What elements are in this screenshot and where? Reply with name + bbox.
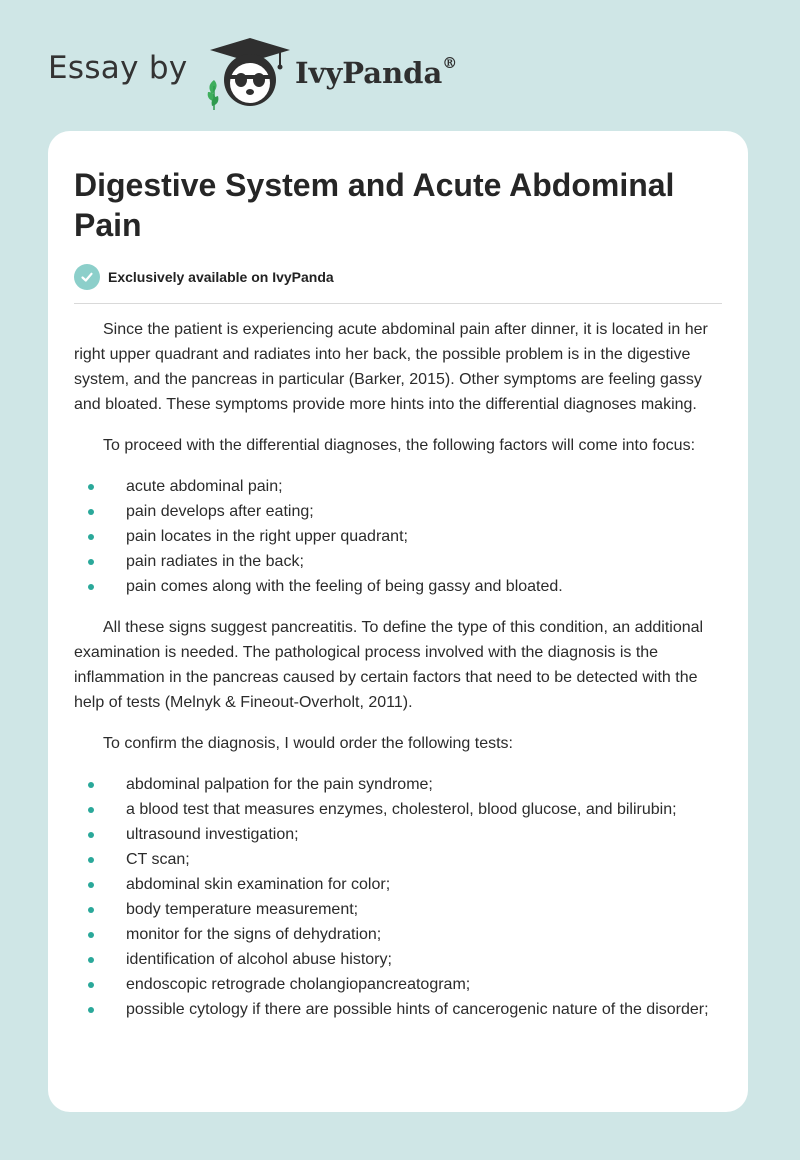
list-item bbox=[74, 872, 724, 897]
list-item bbox=[74, 524, 724, 549]
bullet-icon bbox=[88, 534, 94, 540]
brand-text: IvyPanda bbox=[295, 56, 443, 90]
paragraph: To confirm the diagnosis, I would order the following tests: bbox=[103, 735, 513, 752]
exclusive-label: Exclusively available on IvyPanda bbox=[108, 269, 334, 285]
bullet-icon bbox=[88, 982, 94, 988]
essay-by-label: Essay by bbox=[48, 50, 188, 86]
bullet-icon bbox=[88, 484, 94, 490]
list-item bbox=[74, 499, 724, 524]
list-item-text: endoscopic retrograde cholangiopancreatogram; bbox=[126, 976, 471, 993]
list-item bbox=[74, 997, 724, 1022]
list-item bbox=[74, 972, 724, 997]
list-item bbox=[74, 822, 724, 847]
list-item-text: pain locates in the right upper quadrant; bbox=[126, 528, 408, 545]
list-item-text: CT scan; bbox=[126, 851, 190, 868]
bullet-icon bbox=[88, 882, 94, 888]
list-item-text: possible cytology if there are possible hints of cancerogenic nature of the disorder; bbox=[126, 1001, 709, 1018]
list-item bbox=[74, 549, 724, 574]
bullet-icon bbox=[88, 932, 94, 938]
list-item-text: acute abdominal pain; bbox=[126, 478, 283, 495]
bullet-icon bbox=[88, 857, 94, 863]
list-item-text: abdominal palpation for the pain syndrome; bbox=[126, 776, 433, 793]
brand-name[interactable] bbox=[295, 56, 457, 90]
divider bbox=[74, 303, 722, 304]
list-item bbox=[74, 847, 724, 872]
bullet-icon bbox=[88, 509, 94, 515]
site-header bbox=[0, 0, 800, 130]
list-item-text: abdominal skin examination for color; bbox=[126, 876, 391, 893]
bullet-icon bbox=[88, 1007, 94, 1013]
paragraph: To proceed with the differential diagnoses, the following factors will come into focus: bbox=[103, 437, 696, 454]
bullet-icon bbox=[88, 957, 94, 963]
essay-card bbox=[48, 131, 748, 1112]
list-item bbox=[74, 474, 724, 499]
bullet-icon bbox=[88, 807, 94, 813]
bullet-icon bbox=[88, 832, 94, 838]
list-item-text: a blood test that measures enzymes, cholesterol, blood glucose, and bilirubin; bbox=[126, 801, 677, 818]
list-item bbox=[74, 772, 724, 797]
exclusive-badge bbox=[74, 264, 334, 290]
list-item-text: pain radiates in the back; bbox=[126, 553, 304, 570]
list-item bbox=[74, 574, 724, 599]
list-item bbox=[74, 797, 724, 822]
list-item-text: pain comes along with the feeling of being gassy and bloated. bbox=[126, 578, 563, 595]
check-badge-icon bbox=[74, 264, 100, 290]
paragraph: All these signs suggest pancreatitis. To define the type of this condition, an additional examination is needed. The pathological process involved with the diagnosis is the inflammation in the pancreas caused by certain factors that need to be detected with the help of tests (Melnyk & Fineout-Overholt, 2011). bbox=[74, 619, 704, 711]
bullet-icon bbox=[88, 584, 94, 590]
list-item bbox=[74, 922, 724, 947]
list-item-text: identification of alcohol abuse history; bbox=[126, 951, 392, 968]
list-item-text: ultrasound investigation; bbox=[126, 826, 299, 843]
bullet-icon bbox=[88, 907, 94, 913]
list-item-text: body temperature measurement; bbox=[126, 901, 359, 918]
factors-list bbox=[74, 474, 724, 599]
page-title: Digestive System and Acute Abdominal Pain bbox=[74, 167, 675, 243]
list-item bbox=[74, 947, 724, 972]
registered-mark: ® bbox=[442, 54, 458, 73]
list-item bbox=[74, 897, 724, 922]
tests-list bbox=[74, 772, 724, 1022]
paragraph: Since the patient is experiencing acute abdominal pain after dinner, it is located in her right upper quadrant and radiates into her back, the possible problem is in the digestive system, and the pancreas in particular (Barker, 2015). Other symptoms are feeling gassy and bloated. These symptoms provide more hints into the differential diagnoses making. bbox=[74, 321, 708, 413]
essay-body bbox=[74, 317, 724, 1038]
bullet-icon bbox=[88, 782, 94, 788]
list-item-text: pain develops after eating; bbox=[126, 503, 314, 520]
bullet-icon bbox=[88, 559, 94, 565]
list-item-text: monitor for the signs of dehydration; bbox=[126, 926, 382, 943]
ivypanda-logo-icon[interactable] bbox=[198, 36, 298, 112]
